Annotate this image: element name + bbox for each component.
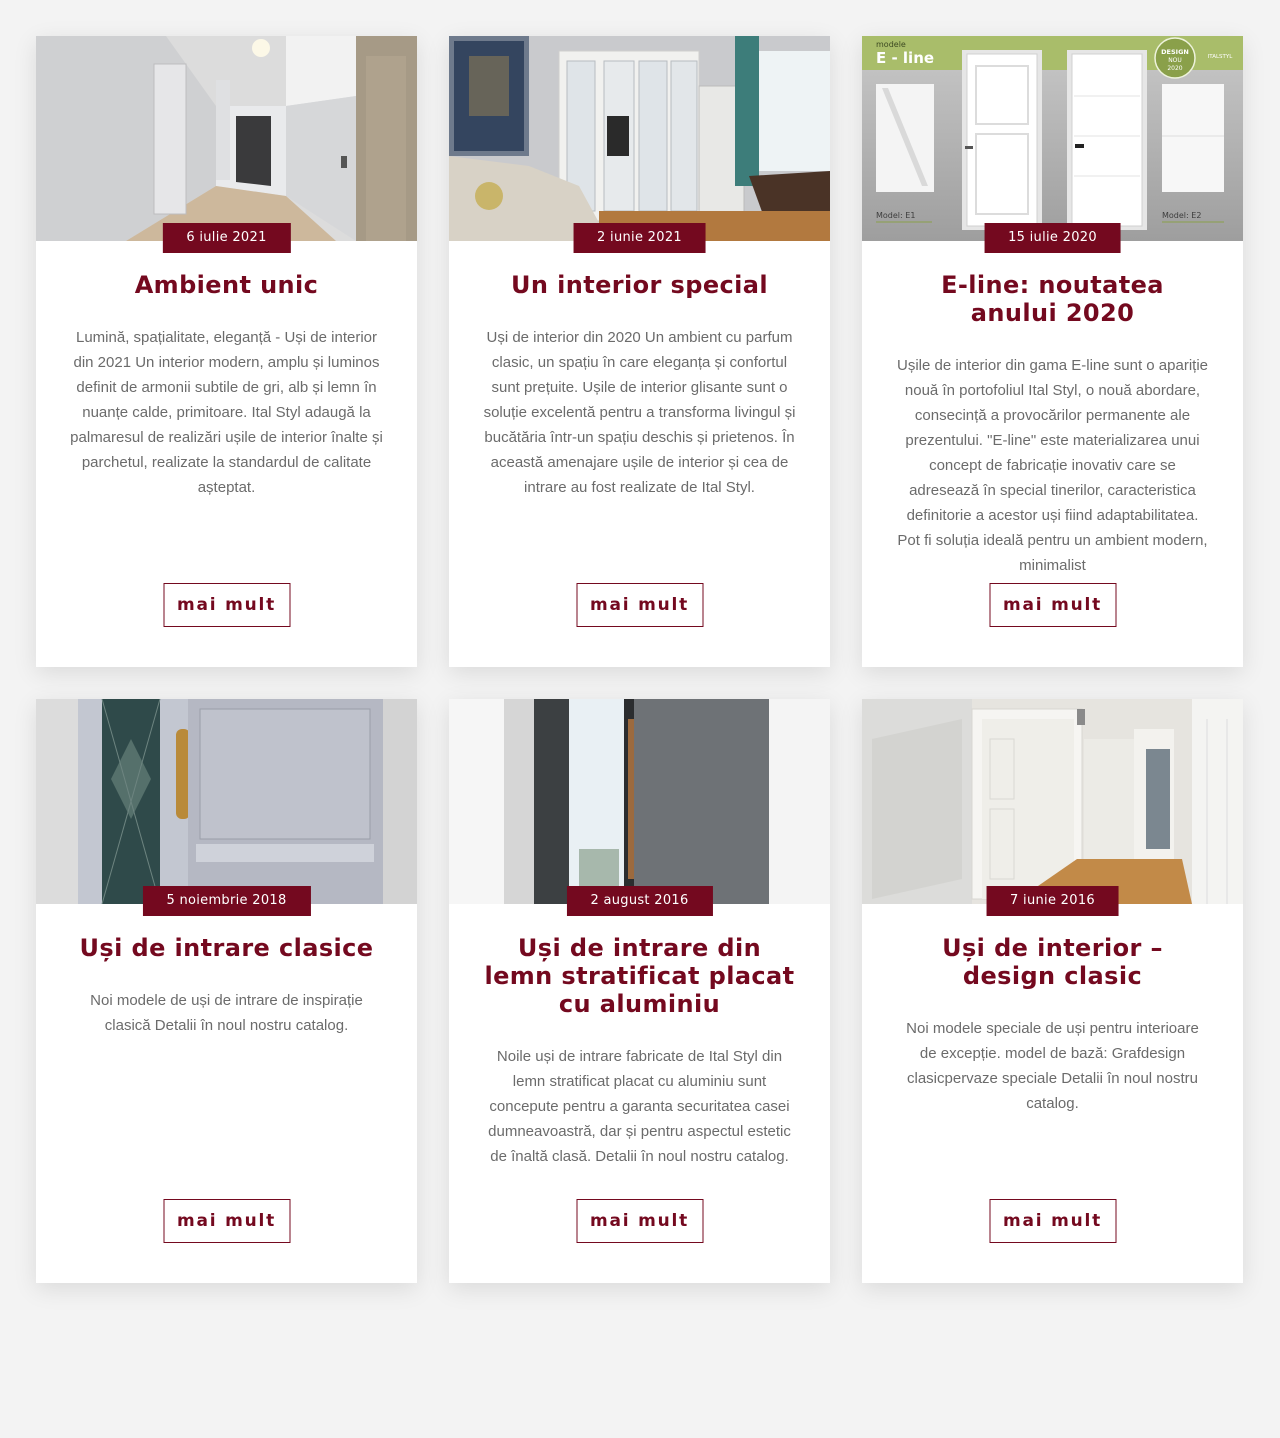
post-date: 7 iunie 2016 xyxy=(986,886,1119,916)
post-excerpt: Noi modele speciale de uși pentru interioare de excepție. model de bază: Grafdesign clasicpervaze speciale Detalii în noul nostru catalog. xyxy=(906,1020,1199,1112)
post-date: 15 iulie 2020 xyxy=(984,223,1121,253)
read-more-button[interactable]: mai mult xyxy=(163,1199,290,1243)
post-date: 2 iunie 2021 xyxy=(573,223,706,253)
post-title[interactable]: Uși de interior – design clasic xyxy=(942,934,1163,990)
aluminium-door-photo xyxy=(449,699,830,904)
post-excerpt: Uși de interior din 2020 Un ambient cu parfum clasic, un spațiu în care eleganța și confortul sunt prețuite. Ușile de interior glisante sunt o soluție excelentă pentru a transforma livingul și bucătăria într-un spațiu deschis și prietenos. În această amenajare ușile de interior și cea de intrare au fost realizate de Ital Styl. xyxy=(483,329,796,496)
svg-text:Model: E2: Model: E2 xyxy=(1162,211,1202,220)
post-thumbnail[interactable] xyxy=(862,36,1243,241)
svg-text:modele: modele xyxy=(876,40,906,49)
post-thumbnail[interactable] xyxy=(36,36,417,241)
svg-text:2020: 2020 xyxy=(1167,65,1183,72)
svg-text:DESIGN: DESIGN xyxy=(1161,48,1189,56)
svg-text:NOU: NOU xyxy=(1168,57,1182,64)
living-room-photo xyxy=(449,36,830,241)
post-title[interactable]: Un interior special xyxy=(511,271,768,299)
post-excerpt: Lumină, spațialitate, eleganță - Uși de interior din 2021 Un interior modern, amplu și luminos definit de armonii subtile de gri, alb și lemn în nuanțe calde, primitoare. Ital Styl adaugă la palmaresul de realizări ușile de interior înalte și parchetul, realizate la standardul de calitate așteptat. xyxy=(70,329,383,496)
post-title[interactable]: E-line: noutatea anului 2020 xyxy=(941,271,1164,327)
post-card xyxy=(36,36,417,667)
post-date: 5 noiembrie 2018 xyxy=(142,886,310,916)
hallway-photo xyxy=(36,36,417,241)
post-card xyxy=(862,36,1243,667)
read-more-button[interactable]: mai mult xyxy=(576,1199,703,1243)
post-excerpt: Ușile de interior din gama E-line sunt o apariție nouă în portofoliul Ital Styl, o nouă abordare, consecință a provocărilor permanente ale prezentului. "E-line" este materializarea unui concept de fabricație inovativ care se adresează în special tinerilor, caracteristica definitorie a acestor uși fiind adaptabilitatea. Pot fi soluția ideală pentru un ambient modern, minimalist xyxy=(897,357,1208,574)
post-excerpt: Noile uși de intrare fabricate de Ital Styl din lemn stratificat placat cu aluminiu sunt concepute pentru a garanta securitatea casei dumneavoastră, dar și pentru aspectul estetic de înaltă clasă. Detalii în noul nostru catalog. xyxy=(488,1048,791,1165)
post-card xyxy=(862,699,1243,1283)
post-card xyxy=(449,699,830,1283)
classic-interior-corridor-photo xyxy=(862,699,1243,904)
post-thumbnail[interactable] xyxy=(862,699,1243,904)
post-thumbnail[interactable] xyxy=(449,36,830,241)
post-card xyxy=(449,36,830,667)
svg-text:ITALSTYL: ITALSTYL xyxy=(1207,54,1233,60)
post-card xyxy=(36,699,417,1283)
blog-post-grid xyxy=(36,36,1243,1283)
svg-text:E - line: E - line xyxy=(876,49,935,67)
post-excerpt: Noi modele de uși de intrare de inspirație clasică Detalii în noul nostru catalog. xyxy=(90,992,363,1034)
read-more-button[interactable]: mai mult xyxy=(576,583,703,627)
post-thumbnail[interactable] xyxy=(36,699,417,904)
e-line-promo-image xyxy=(862,36,1243,241)
post-title[interactable]: Uși de intrare din lemn stratificat placat cu aluminiu xyxy=(484,934,795,1018)
svg-text:Model: E1: Model: E1 xyxy=(876,211,916,220)
read-more-button[interactable]: mai mult xyxy=(163,583,290,627)
post-date: 6 iulie 2021 xyxy=(162,223,290,253)
post-thumbnail[interactable] xyxy=(449,699,830,904)
post-date: 2 august 2016 xyxy=(566,886,712,916)
read-more-button[interactable]: mai mult xyxy=(989,583,1116,627)
post-title[interactable]: Uși de intrare clasice xyxy=(79,934,374,962)
read-more-button[interactable]: mai mult xyxy=(989,1199,1116,1243)
post-title[interactable]: Ambient unic xyxy=(134,271,319,299)
classic-entry-door-photo xyxy=(36,699,417,904)
